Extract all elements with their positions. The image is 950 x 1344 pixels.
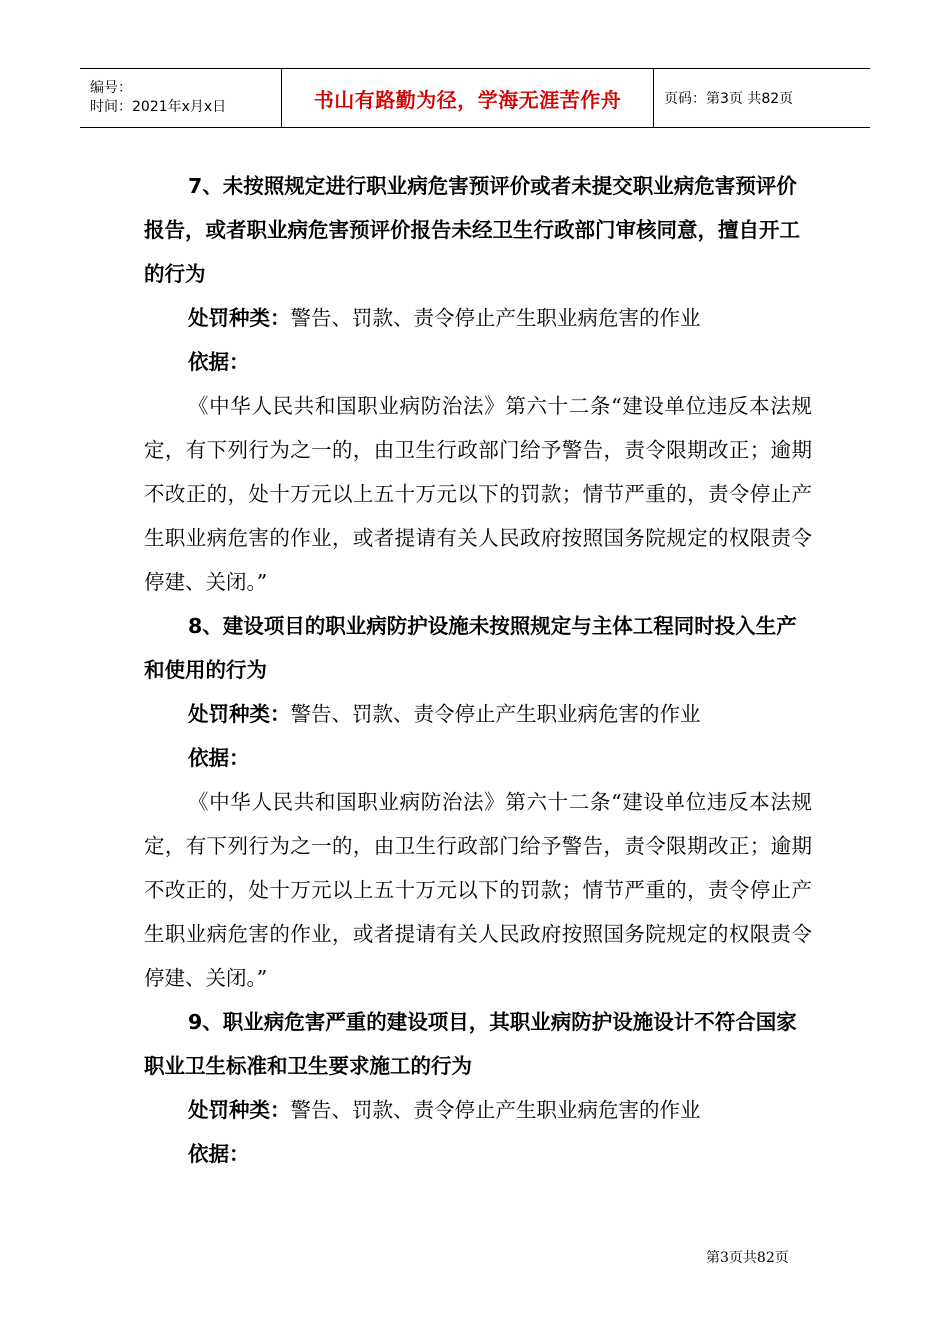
header-meta (80, 69, 282, 127)
section-heading: 8、建设项目的职业病防护设施未按照规定与主体工程同时投入生产和使用的行为 (144, 614, 797, 682)
punishment-value: 警告、罚款、责令停止产生职业病危害的作业 (290, 306, 701, 330)
punishment-type (144, 1088, 812, 1132)
punishment-value: 警告、罚款、责令停止产生职业病危害的作业 (290, 1098, 701, 1122)
document-body (144, 164, 812, 1176)
basis-label: 依据： (188, 746, 250, 770)
basis-label: 依据： (188, 1142, 250, 1166)
header-motto-cell (282, 69, 654, 127)
punishment-label: 处罚种类： (188, 306, 291, 330)
punishment-type (144, 296, 812, 340)
law-text: 《中华人民共和国职业病防治法》第六十二条“建设单位违反本法规定，有下列行为之一的，由卫生行政部门给予警告，责令限期改正；逾期不改正的，处十万元以上五十万元以下的罚款；情节严重的，责令停止产生职业病危害的作业，或者提请有关人民政府按照国务院规定的权限责令停建、关闭。” (144, 394, 812, 594)
page-footer: 第3页共82页 (706, 1250, 789, 1266)
punishment-label: 处罚种类： (188, 702, 291, 726)
motto-text: 书山有路勤为径，学海无涯苦作舟 (313, 87, 622, 112)
header-page-cell (654, 69, 870, 127)
page-label: 页码：第3页 共82页 (664, 91, 794, 107)
punishment-label: 处罚种类： (188, 1098, 291, 1122)
page-header (80, 68, 870, 128)
time-label: 时间：2021年x月x日 (90, 99, 227, 115)
punishment-value: 警告、罚款、责令停止产生职业病危害的作业 (290, 702, 701, 726)
law-text: 《中华人民共和国职业病防治法》第六十二条“建设单位违反本法规定，有下列行为之一的，由卫生行政部门给予警告，责令限期改正；逾期不改正的，处十万元以上五十万元以下的罚款；情节严重的，责令停止产生职业病危害的作业，或者提请有关人民政府按照国务院规定的权限责令停建、关闭。” (144, 790, 812, 990)
section-heading: 9、职业病危害严重的建设项目，其职业病防护设施设计不符合国家职业卫生标准和卫生要求施工的行为 (144, 1010, 797, 1078)
basis-label: 依据： (188, 350, 250, 374)
number-label: 编号： (90, 80, 132, 96)
section-heading: 7、未按照规定进行职业病危害预评价或者未提交职业病危害预评价报告，或者职业病危害预评价报告未经卫生行政部门审核同意，擅自开工的行为 (144, 174, 800, 286)
punishment-type (144, 692, 812, 736)
